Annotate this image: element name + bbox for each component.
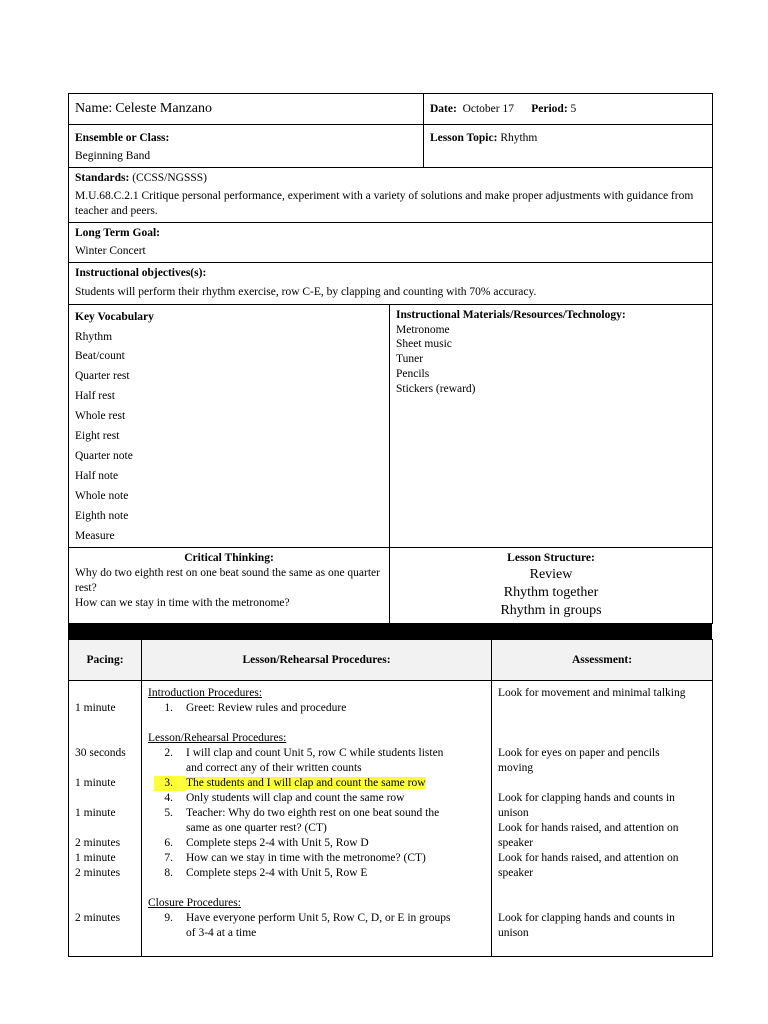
- date-period-cell: [424, 94, 713, 125]
- assessment-item-continued: speaker: [498, 837, 534, 850]
- lesson-structure-item: Rhythm together: [503, 584, 599, 600]
- long-term-goal-value: Winter Concert: [75, 244, 146, 257]
- ensemble-value: Beginning Band: [75, 149, 151, 162]
- pacing-value: 2 minutes: [75, 837, 121, 850]
- objectives-value: Students will perform their rhythm exercise, row C-E, by clapping and counting with 70% accuracy.: [75, 285, 537, 298]
- assessment-item-continued: unison: [498, 807, 529, 820]
- vocabulary-item: Quarter rest: [75, 370, 130, 383]
- assessment-item-continued: moving: [498, 762, 534, 775]
- standards-text: M.U.68.C.2.1 Critique personal performance, experiment with a variety of solutions and make proper adjustments with guidance from teacher and peers.: [75, 189, 694, 217]
- closure-section-heading: Closure Procedures:: [148, 897, 241, 910]
- materials-item: Tuner: [396, 353, 424, 366]
- critical-thinking-q2: How can we stay in time with the metronome?: [75, 596, 290, 609]
- assessment-column: [492, 681, 713, 957]
- vocabulary-item: Eighth note: [75, 509, 129, 522]
- vocabulary-item: Beat/count: [75, 350, 125, 363]
- vocabulary-label: Key Vocabulary: [75, 310, 154, 323]
- lesson-structure-cell: [390, 547, 713, 624]
- procedures-table: [68, 639, 713, 957]
- name-value: Celeste Manzano: [115, 100, 212, 116]
- standards-suffix: (CCSS/NGSSS): [132, 171, 207, 184]
- vocabulary-item: Eight rest: [75, 430, 120, 443]
- critical-thinking-cell: [69, 547, 390, 624]
- assessment-item: Look for clapping hands and counts in: [498, 792, 675, 805]
- objectives-label: Instructional objectives(s):: [75, 266, 207, 279]
- objectives-cell: [69, 262, 713, 304]
- critical-thinking-q1: Why do two eighth rest on one beat sound the same as one quarter rest?: [75, 566, 380, 594]
- pacing-value: 1 minute: [75, 702, 116, 715]
- procedures-header-row: [69, 640, 713, 681]
- assessment-item: Look for eyes on paper and pencils: [498, 747, 660, 760]
- intro-section-heading: Introduction Procedures:: [148, 687, 263, 700]
- standards-cell: [69, 167, 713, 222]
- lesson-topic-label: Lesson Topic:: [430, 132, 498, 144]
- vocabulary-item: Half note: [75, 470, 119, 483]
- lesson-structure-label: Lesson Structure:: [507, 551, 595, 564]
- procedure-step: 1. Greet: Review rules and procedure: [164, 702, 347, 715]
- section-divider-bar: [68, 624, 712, 639]
- date-label: Date:: [430, 102, 457, 115]
- lesson-info-table: [68, 93, 713, 624]
- procedure-step-continued: same as one quarter rest? (CT): [186, 822, 327, 835]
- pacing-value: 30 seconds: [75, 747, 126, 760]
- vocabulary-item: Half rest: [75, 390, 115, 403]
- materials-cell: [390, 304, 713, 547]
- assessment-item-continued: unison: [498, 927, 529, 940]
- procedure-step: 4. Only students will clap and count the same row: [164, 792, 405, 805]
- procedures-column: [142, 681, 492, 957]
- procedure-step-highlighted: 3. The students and I will clap and count the same row: [148, 776, 485, 791]
- date-value: October 17: [462, 102, 514, 115]
- period-value: 5: [570, 102, 577, 115]
- period-label: Period:: [531, 102, 568, 115]
- lesson-topic-cell: [424, 125, 713, 168]
- assessment-item: Look for clapping hands and counts in: [498, 912, 675, 925]
- lesson-plan-document: [68, 93, 712, 957]
- pacing-value: 2 minutes: [75, 867, 121, 880]
- vocabulary-item: Measure: [75, 529, 115, 542]
- vocabulary-item: Rhythm: [75, 330, 113, 343]
- assessment-item: Look for hands raised, and attention on: [498, 852, 679, 865]
- pacing-value: 1 minute: [75, 807, 116, 820]
- rehearsal-section-heading: Lesson/Rehearsal Procedures:: [148, 732, 287, 745]
- procedure-step: 8. Complete steps 2-4 with Unit 5, Row E: [164, 867, 368, 880]
- procedure-step: 7. How can we stay in time with the metronome? (CT): [164, 852, 426, 865]
- materials-item: Stickers (reward): [396, 383, 476, 396]
- procedure-step: 6. Complete steps 2-4 with Unit 5, Row D: [164, 837, 369, 850]
- name-label: Name:: [75, 100, 113, 116]
- materials-label: Instructional Materials/Resources/Technology:: [396, 308, 626, 321]
- procedure-step: 2. I will clap and count Unit 5, row C while students listen: [164, 747, 444, 760]
- critical-thinking-label: Critical Thinking:: [184, 551, 274, 564]
- name-cell: [69, 94, 424, 125]
- materials-item: Pencils: [396, 368, 430, 381]
- long-term-goal-cell: [69, 222, 713, 262]
- lesson-structure-item: Review: [529, 566, 573, 582]
- materials-item: Sheet music: [396, 338, 452, 351]
- pacing-value: 2 minutes: [75, 912, 121, 925]
- materials-item: Metronome: [396, 323, 450, 336]
- pacing-column: [69, 681, 142, 957]
- ensemble-cell: [69, 125, 424, 168]
- procedure-step-continued: of 3-4 at a time: [186, 927, 257, 940]
- lesson-topic-value: Rhythm: [500, 132, 538, 144]
- ensemble-label: Ensemble or Class:: [75, 132, 170, 144]
- pacing-value: 1 minute: [75, 852, 116, 865]
- vocabulary-item: Whole rest: [75, 410, 126, 423]
- procedure-step: 9. Have everyone perform Unit 5, Row C, D, or E in groups: [164, 912, 451, 925]
- lesson-structure-item: Rhythm in groups: [500, 603, 602, 619]
- procedure-step-continued: and correct any of their written counts: [186, 762, 362, 775]
- procedure-step: 5. Teacher: Why do two eighth rest on one beat sound the: [164, 807, 440, 820]
- assessment-item: Look for movement and minimal talking: [498, 687, 686, 700]
- standards-label: Standards:: [75, 171, 130, 184]
- pacing-value: 1 minute: [75, 777, 116, 790]
- assessment-header: Assessment:: [492, 640, 713, 681]
- assessment-item-continued: speaker: [498, 867, 534, 880]
- vocabulary-item: Quarter note: [75, 450, 133, 463]
- pacing-header: Pacing:: [69, 640, 142, 681]
- procedures-header: Lesson/Rehearsal Procedures:: [142, 640, 492, 681]
- vocabulary-cell: [69, 304, 390, 547]
- assessment-item: Look for hands raised, and attention on: [498, 822, 679, 835]
- vocabulary-item: Whole note: [75, 490, 129, 502]
- long-term-goal-label: Long Term Goal:: [75, 226, 160, 239]
